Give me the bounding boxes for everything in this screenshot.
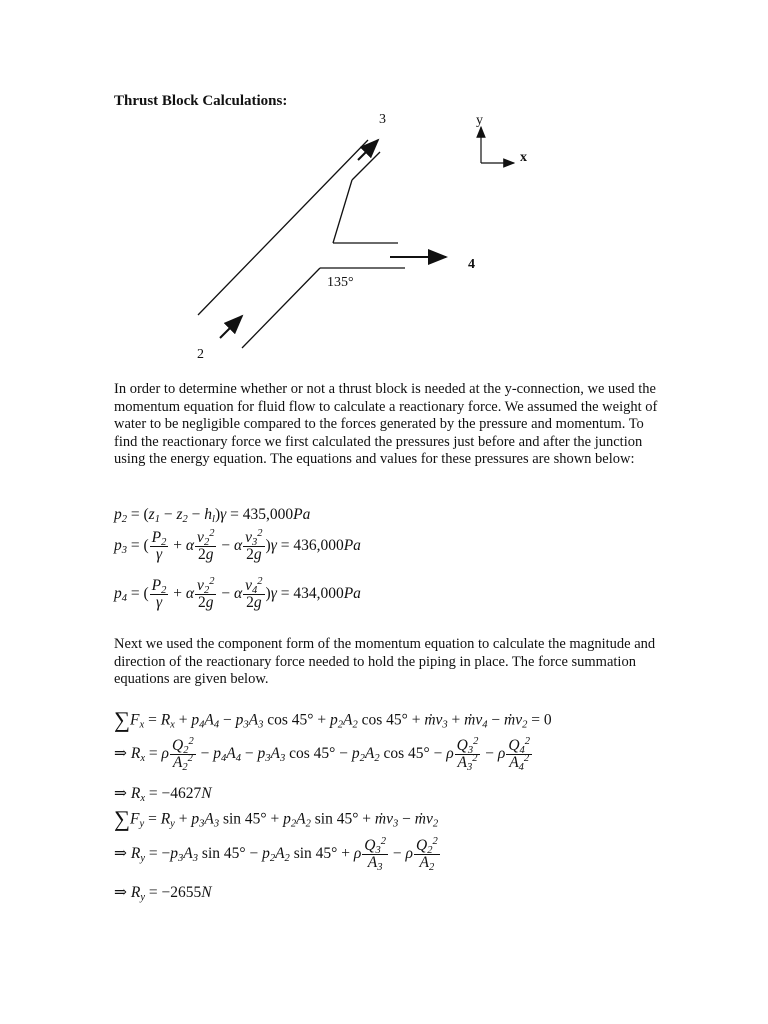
ry-value: −2655 (161, 884, 202, 901)
equation-p2: $p_2 = (z_1 - z_2 - h_l)\gamma = 435,000Pa$ (114, 506, 311, 526)
angle-label: 135° (327, 275, 354, 290)
equation-rx-result: ⇒ $R_x = -4627N$ (114, 785, 212, 805)
rx-value: −4627 (161, 785, 202, 802)
equation-sum-fx: $\sum F_x = R_x + p_4A_4 - p_3A_3$ $\cos 45^\circ + p_2A_2$ cos 45° + ṁv$_3$ + ṁv$_4$ − ṁv$_2$ = 0 (114, 707, 552, 732)
p3-value: 436,000 (293, 537, 344, 555)
p4-value: 434,000 (293, 585, 344, 603)
rx-unit: N (201, 785, 212, 802)
equation-ry-result: ⇒ $R_y = -2655N$ (114, 884, 212, 904)
branch-left-wall (333, 180, 352, 243)
p2-unit: Pa (293, 506, 311, 523)
intro-paragraph: In order to determine whether or not a thrust block is needed at the y-connection, we used the momentum equation for fluid flow to calculate a reactionary force. We assumed the weight of water to be negligible compared to the forces generated by the pressure and momentum. To find the reactionary force we first calculated the pressures just before and after the junction using the energy equation. The equations and values for these pressures are shown below: (114, 381, 658, 468)
equation-rx-expression: ⇒ $R_x = \rho$ $\frac{Q_2^2}{A_2^2}$ − $p_4A_4 - p_3A_3$ $\cos 45^\circ - p_2A_2$ cos 45° − ρ $\frac{Q_3^2}{A_3^2}$ − ρ $\frac{Q_4^2}{A_4^2}$ (114, 736, 531, 774)
equation-sum-fy: $\sum F_y = R_y + p_3A_3$ $\sin 45^\circ + p_2A_2$ sin 45° + ṁv$_3$ − ṁv$_2$ (114, 806, 439, 831)
equation-p4: $p_4$ = ( $\frac{P_2}{\gamma}$ + α $\frac{v_2^2}{2g}$ − α $\frac{v_4^2}{2g}$ )γ = 434,000Pa (114, 576, 361, 611)
p3-unit: Pa (343, 537, 361, 555)
label-section-2: 2 (197, 347, 204, 362)
label-section-4: 4 (468, 257, 475, 272)
page-title: Thrust Block Calculations: (114, 93, 288, 109)
equation-ry-expression: ⇒ $R_y = -p_3A_3$ $\sin 45^\circ - p_2A_2$ sin 45° + ρ $\frac{Q_3^2}{A_3}$ − ρ $\frac{Q_2^2}{A_2}$ (114, 836, 438, 874)
pipe-wall-lower (242, 268, 320, 348)
p4-unit: Pa (343, 585, 361, 603)
flow-arrow-2 (220, 316, 242, 338)
outlet-wall-a (352, 152, 380, 180)
axis-x-label: x (520, 150, 527, 165)
pipe-junction-diagram (180, 110, 540, 360)
momentum-paragraph: Next we used the component form of the momentum equation to calculate the magnitude and direction of the reactionary force needed to hold the piping in place. The force summation equations are given below. (114, 636, 656, 688)
equation-p3: $p_3$ = ( $\frac{P_2}{\gamma}$ + α $\frac{v_2^2}{2g}$ − α $\frac{v_3^2}{2g}$ )γ = 436,000Pa (114, 528, 361, 563)
ry-unit: N (201, 884, 212, 901)
p2-value: 435,000 (242, 506, 294, 523)
axis-y-label: y (476, 113, 483, 128)
label-section-3: 3 (379, 112, 386, 127)
